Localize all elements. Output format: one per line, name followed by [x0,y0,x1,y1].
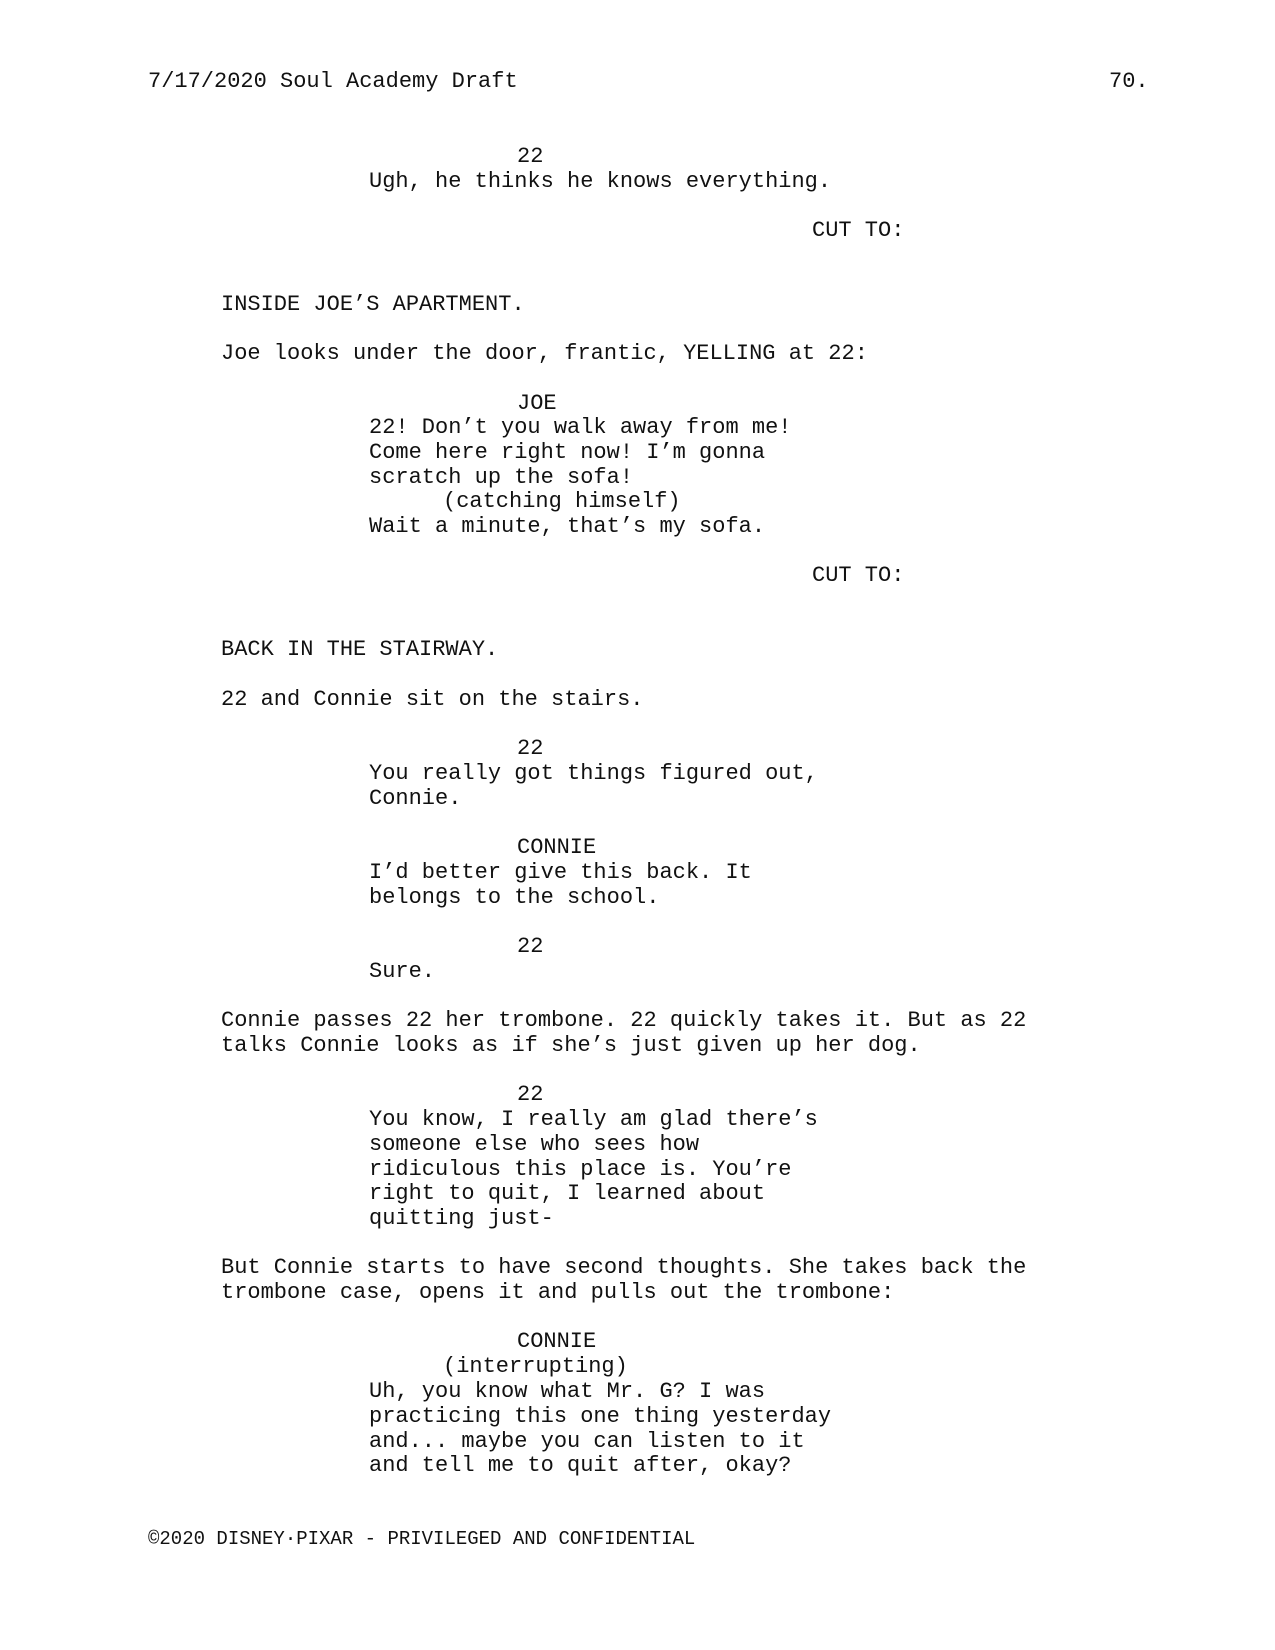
parenthetical: (interrupting) [443,1354,628,1379]
character-cue: 22 [517,736,544,761]
scene-heading: INSIDE JOE’S APARTMENT. [221,292,525,317]
dialogue: You really got things figured out, Connie. [369,761,818,811]
action-line: Connie passes 22 her trombone. 22 quickly takes it. But as 22 talks Connie looks as if she’s just given up her dog. [221,1008,1027,1058]
header-title: 7/17/2020 Soul Academy Draft [148,69,518,94]
character-cue: 22 [517,934,544,959]
scene-heading: BACK IN THE STAIRWAY. [221,637,499,662]
dialogue: Sure. [369,959,436,984]
character-cue: CONNIE [517,835,597,860]
dialogue: Uh, you know what Mr. G? I was practicing this one thing yesterday and... maybe you can listen to it and tell me to quit after, okay? [369,1379,832,1479]
action-line: 22 and Connie sit on the stairs. [221,687,644,712]
page-number: 70. [1109,69,1149,94]
dialogue: Wait a minute, that’s my sofa. [369,514,766,539]
dialogue: 22! Don’t you walk away from me! Come here right now! I’m gonna scratch up the sofa! [369,415,792,490]
action-line: But Connie starts to have second thoughts. She takes back the trombone case, opens it and pulls out the trombone: [221,1255,1027,1305]
transition: CUT TO: [812,563,905,588]
action-line: Joe looks under the door, frantic, YELLING at 22: [221,341,868,366]
character-cue: CONNIE [517,1329,597,1354]
parenthetical: (catching himself) [443,489,681,514]
dialogue: You know, I really am glad there’s someone else who sees how ridiculous this place is. You’re right to quit, I learned about quitting just- [369,1107,818,1232]
dialogue: Ugh, he thinks he knows everything. [369,169,832,194]
character-cue: 22 [517,144,544,169]
character-cue: JOE [517,391,557,416]
dialogue: I’d better give this back. It belongs to the school. [369,860,752,910]
footer-notice: ©2020 DISNEY·PIXAR - PRIVILEGED AND CONFIDENTIAL [148,1528,696,1550]
transition: CUT TO: [812,218,905,243]
character-cue: 22 [517,1082,544,1107]
